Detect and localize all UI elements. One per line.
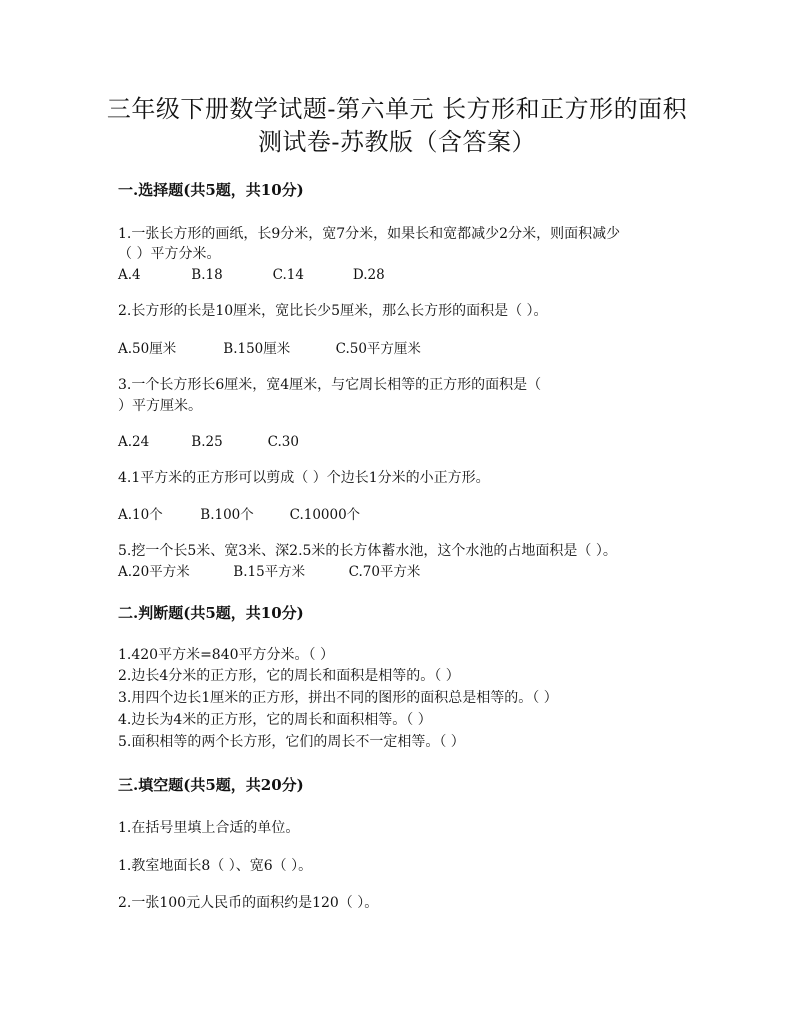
- question-4-text: 4.1平方米的正方形可以剪成（ ）个边长1分米的小正方形。: [118, 470, 490, 486]
- option-c: C.70平方米: [348, 564, 421, 580]
- exam-title-line2: 测试卷-苏教版（含答案）: [257, 128, 537, 156]
- exam-title-line1: 三年级下册数学试题-第六单元 长方形和正方形的面积: [106, 95, 688, 123]
- question-4-options: [118, 505, 360, 525]
- question-1-text-cont: （ ）平方分米。: [118, 246, 221, 262]
- judgement-item-2: 2.边长4分米的正方形，它的周长和面积是相等的。（ ）: [118, 668, 460, 684]
- option-b: B.100个: [200, 507, 254, 523]
- question-2-options: [118, 339, 421, 359]
- question-2-text: 2.长方形的长是10厘米，宽比长少5厘米，那么长方形的面积是（ ）。: [118, 303, 548, 319]
- section-heading-judgement: 二.判断题(共5题，共10分): [118, 604, 304, 622]
- fill-in-item-2: 2.一张100元人民币的面积约是120（ ）。: [118, 895, 379, 911]
- section-heading-fill-in: 三.填空题(共5题，共20分): [118, 776, 304, 794]
- option-c: C.30: [267, 434, 299, 450]
- option-b: B.150厘米: [223, 341, 291, 357]
- question-3-text: 3.一个长方形长6厘米，宽4厘米，与它周长相等的正方形的面积是（: [118, 377, 542, 393]
- question-3-options: [118, 432, 299, 452]
- option-b: B.25: [191, 434, 223, 450]
- option-b: B.18: [191, 267, 223, 283]
- judgement-item-5: 5.面积相等的两个长方形，它们的周长不一定相等。（ ）: [118, 734, 465, 750]
- question-3-text-cont: ）平方厘米。: [118, 398, 202, 414]
- question-5-options: [118, 562, 420, 582]
- question-1-text: 1.一张长方形的画纸，长9分米，宽7分米，如果长和宽都减少2分米，则面积减少: [118, 226, 621, 242]
- option-c: C.14: [272, 267, 304, 283]
- fill-in-intro: 1.在括号里填上合适的单位。: [118, 820, 300, 836]
- option-b: B.15平方米: [233, 564, 306, 580]
- judgement-item-1: 1.420平方米=840平方分米。（ ）: [118, 647, 334, 663]
- option-d: D.28: [352, 267, 385, 283]
- option-a: A.24: [118, 434, 150, 450]
- option-a: A.10个: [118, 507, 163, 523]
- option-c: C.50平方厘米: [335, 341, 421, 357]
- section-heading-choice: 一.选择题(共5题，共10分): [118, 181, 304, 199]
- option-a: A.4: [118, 267, 141, 283]
- option-a: A.20平方米: [118, 564, 190, 580]
- judgement-item-3: 3.用四个边长1厘米的正方形，拼出不同的图形的面积总是相等的。（ ）: [118, 690, 558, 706]
- question-1-options: [118, 265, 385, 285]
- option-a: A.50厘米: [118, 341, 177, 357]
- question-5-text: 5.挖一个长5米、宽3米、深2.5米的长方体蓄水池，这个水池的占地面积是（ ）。: [118, 543, 617, 559]
- fill-in-item-1: 1.教室地面长8（ ）、宽6（ ）。: [118, 858, 313, 874]
- option-c: C.10000个: [289, 507, 361, 523]
- judgement-item-4: 4.边长为4米的正方形，它的周长和面积相等。（ ）: [118, 712, 432, 728]
